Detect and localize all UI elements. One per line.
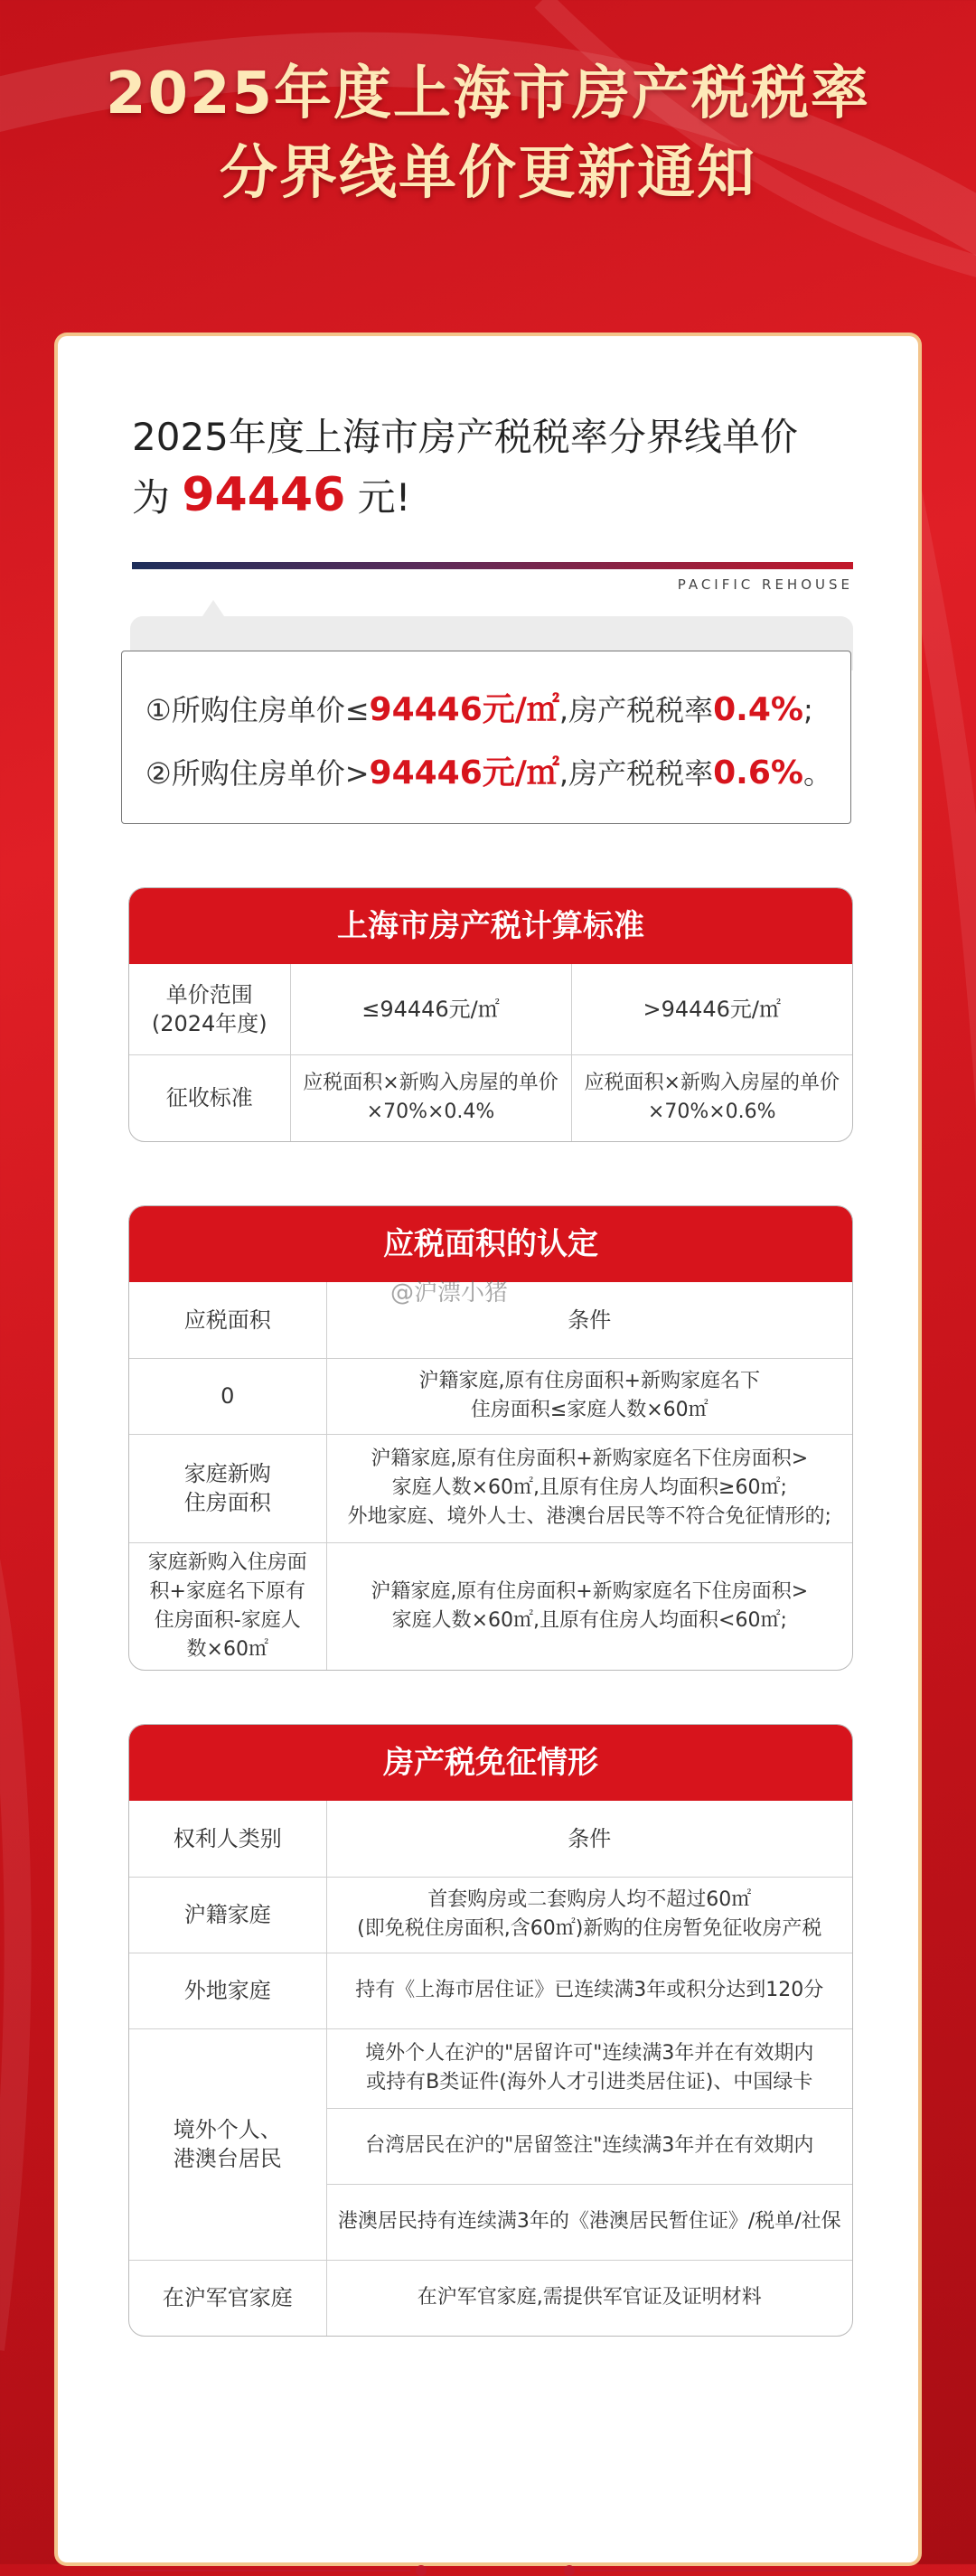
table-row [129,1877,852,1953]
rule1-text-a: ①所购住房单价≤ [145,693,370,727]
brand-text: PACIFIC REHOUSE [677,576,853,593]
rule1-price: 94446元/㎡ [369,691,559,728]
exemption-table [128,1724,853,2337]
rate-rules-box [121,651,851,824]
condition-cell: 沪籍家庭,原有住房面积+新购家庭名下 住房面积≤家庭人数×60㎡ [326,1358,852,1434]
page-title-line2: 分界线单价更新通知 [220,140,756,207]
intro-price: 94446 [182,468,346,522]
category-cell: 外地家庭 [129,1953,326,2028]
levy-standard-label: 征收标准 [129,1054,290,1141]
intro-text [132,408,873,527]
condition-cell: 沪籍家庭,原有住房面积+新购家庭名下住房面积> 家庭人数×60㎡,且原有住房人均面积≥60㎡; 外地家庭、境外人士、港澳台居民等不符合免征情形的; [326,1434,852,1542]
category-cell: 沪籍家庭 [129,1877,326,1953]
footer-divider-right [580,2570,851,2571]
price-range-low: ≤94446元/㎡ [290,964,571,1054]
area-cell: 0 [129,1358,326,1434]
rule2-text-c: 。 [802,756,832,791]
rule1-text-b: ,房产税税率 [558,693,714,727]
rule2-price: 94446元/㎡ [369,754,559,792]
intro-line2 [132,466,873,527]
table-row [129,1953,852,2028]
levy-standard-high: 应税面积×新购入房屋的单价 ×70%×0.6% [571,1054,852,1141]
condition-cell: 沪籍家庭,原有住房面积+新购家庭名下住房面积> 家庭人数×60㎡,且原有住房人均面积<60㎡; [326,1542,852,1670]
table-header-row [129,1801,852,1877]
rule-pointer [202,600,224,616]
exemption-title: 房产税免征情形 [129,1725,852,1801]
table-row [129,2260,852,2336]
tax-standard-table [128,887,853,1142]
header-category: 权利人类别 [129,1801,326,1877]
area-cell: 家庭新购 住房面积 [129,1434,326,1542]
category-cell: 在沪军官家庭 [129,2260,326,2336]
condition-cell: 港澳居民持有连续满3年的《港澳居民暂住证》/税单/社保 [326,2184,852,2260]
condition-cell: 首套购房或二套购房人均不超过60㎡ (即免税住房面积,含60㎡)新购的住房暂免征收房产税 [326,1877,852,1953]
table-row [129,2028,852,2108]
levy-standard-low: 应税面积×新购入房屋的单价 ×70%×0.4% [290,1054,571,1141]
condition-cell: 在沪军官家庭,需提供军官证及证明材料 [326,2260,852,2336]
table-row [129,964,852,1054]
area-cell: 家庭新购入住房面 积+家庭名下原有 住房面积-家庭人 数×60㎡ [129,1542,326,1670]
content-card [58,336,918,2562]
rule2-rate: 0.6% [713,754,803,792]
rule1-text-c: ; [802,693,813,727]
page-title-line1: 2025年度上海市房产税税率 [105,61,871,127]
condition-cell: 持有《上海市居住证》已连续满3年或积分达到120分 [326,1953,852,2028]
weibo-watermark: @沪漂小猪 [390,1279,509,1307]
footer-dot-left [416,2565,427,2576]
price-range-high: >94446元/㎡ [571,964,852,1054]
taxable-area-title: 应税面积的认定 [129,1206,852,1282]
rule2-text-b: ,房产税税率 [558,756,714,791]
table-row [129,1054,852,1141]
footer-divider-left [130,2570,410,2571]
intro-divider [132,562,853,569]
table-row [129,1358,852,1434]
header-condition: 条件 [326,1282,852,1358]
header-area: 应税面积 [129,1282,326,1358]
condition-cell: 境外个人在沪的"居留许可"连续满3年并在有效期内 或持有B类证件(海外人才引进类居住证)、中国绿卡 [326,2028,852,2108]
intro-line1: 2025年度上海市房产税税率分界线单价 [132,415,798,459]
tax-standard-title: 上海市房产税计算标准 [129,888,852,964]
category-cell: 境外个人、 港澳台居民 [129,2028,326,2260]
intro-suffix: 元! [357,475,411,520]
condition-cell: 台湾居民在沪的"居留签注"连续满3年并在有效期内 [326,2108,852,2184]
price-range-label: 单价范围 (2024年度) [129,964,290,1054]
header-condition: 条件 [326,1801,852,1877]
rule-line-1 [145,684,813,730]
table-row [129,1542,852,1670]
rule1-rate: 0.4% [713,691,803,728]
rule-line-2 [145,747,832,793]
table-row [129,1434,852,1542]
footer-dot-right [564,2565,575,2576]
rule2-text-a: ②所购住房单价> [145,756,370,791]
intro-prefix: 为 [132,475,171,520]
